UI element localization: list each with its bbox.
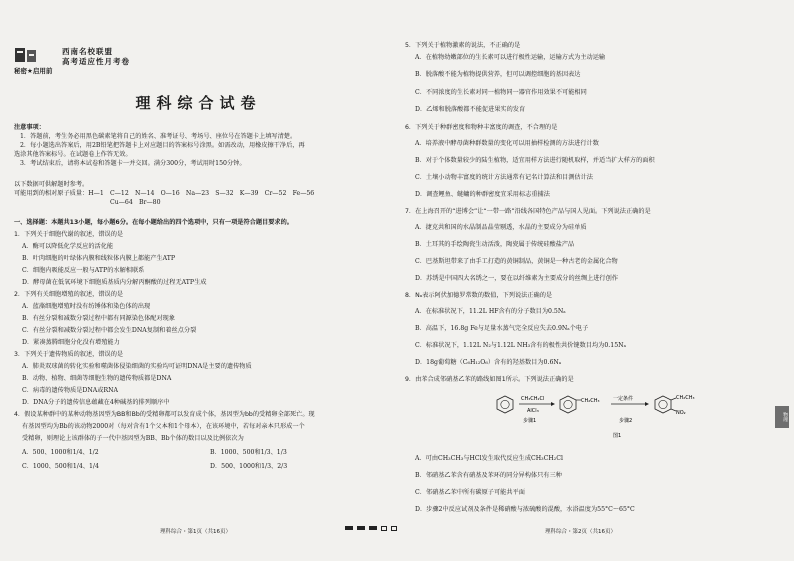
alliance-label: 西南名校联盟 [62, 47, 113, 56]
answer-option: B．叶肉细胞的叶绿体内膜和线粒体内膜上都能产生ATP [22, 255, 176, 262]
figure-caption: 图1 [613, 433, 622, 439]
product-ring-circle [659, 400, 667, 408]
question-stem: 7．在上海召开的“进博会”让“一带一路”沿线各国特色产品与国人见面。下列说法正确的是 [405, 208, 651, 215]
ethylbenzene-ring [560, 396, 576, 413]
notes-heading: 注意事项： [14, 124, 45, 131]
alignment-marks [345, 526, 397, 531]
answer-option: C．病毒的遗传物质是DNA或RNA [22, 387, 118, 394]
section-heading: 一、选择题：本题共13小题，每小题6分。在每小题给出的四个选项中，只有一项是符合题目要求的。 [14, 219, 293, 226]
answer-option: A．蓝藻细胞增殖时没有纺锤体和染色体的出现 [22, 303, 151, 310]
secret-label: 秘密★启用前 [14, 67, 53, 75]
alliance-logo-icon [14, 46, 38, 64]
answer-option: A．肺炎双球菌的转化实验和噬菌体侵染细菌的实验均可证明DNA是主要的遗传物质 [22, 363, 252, 370]
answer-option: D．苏绣是中国四大名绣之一，要在以纤维素为主要成分的丝绸上进行创作 [415, 275, 618, 282]
step1-arrowhead [551, 402, 555, 406]
step2-label: 步骤2 [619, 418, 633, 424]
answer-option: C．标准状况下，1.12L N₂与1.12L NH₃含有的极性共价键数目均为0.15Nₐ [415, 342, 626, 349]
answer-option: A．培养液中酵母菌种群数量的变化可以用抽样检测的方法进行计数 [415, 140, 599, 147]
product-ethyl-label: CH₂CH₃ [676, 395, 695, 401]
question-stem: 9．由苯合成邻硝基乙苯的路线如图1所示。下列说法正确的是 [405, 376, 574, 383]
page-footer-right: 理科综合・第2页（共16页） [545, 529, 616, 535]
alignment-mark [381, 526, 387, 531]
reference-intro: 以下数据可供解题时参考。 [14, 181, 89, 188]
question-stem: 3．下列关于遗传物质的叙述，错误的是 [14, 351, 124, 358]
question-stem: 1．下列关于细胞代谢的叙述，错误的是 [14, 231, 124, 238]
answer-option: C．邻硝基乙苯中所有碳原子可能共平面 [415, 489, 525, 496]
note-line: 选涂其他答案标号。在试题卷上作答无效。 [14, 151, 132, 158]
answer-option: A．捷克共和国的水晶制品晶莹剔透，水晶的主要成分为硅单质 [415, 224, 587, 231]
question-stem: 6．下列关于种群密度和物种丰富度的调查，不合理的是 [405, 124, 558, 131]
answer-option: C．不同浓度的生长素对同一植物同一器官作用效果不可能相同 [415, 89, 587, 96]
answer-option: A．在标准状况下，11.2L HF含有的分子数目为0.5Nₐ [415, 308, 566, 315]
answer-option: D．步骤2中反应试剂及条件是稀硝酸与浓硫酸的混酸，水浴温度为55°C～65°C [415, 506, 635, 513]
reference-masses: 可能用到的相对原子质量：H—1 C—12 N—14 O—16 Na—23 S—32 K—39 Cr—52 Fe—56 [14, 190, 315, 197]
benzene-ring-circle [501, 400, 509, 408]
answer-option: D．DNA分子的遗传信息蕴藏在4种碱基的排列顺序中 [22, 399, 170, 406]
answer-option: C．细胞内吸能反应一般与ATP的水解相联系 [22, 267, 145, 274]
answer-option: B．动物、植物、细菌等细胞生物的遗传物质都是DNA [22, 375, 172, 382]
answer-option: B．1000、500和1/3、1/3 [210, 449, 287, 456]
answer-option: D．500、1000和1/3、2/3 [210, 463, 288, 470]
answer-option: C．土壤小动物丰富度的统计方法通常有记名计算法和目测估计法 [415, 174, 593, 181]
question-stem: 5．下列关于植物激素的说法，不正确的是 [405, 42, 521, 49]
answer-option: A．在植物幼嫩部位的生长素可以进行极性运输，运输方式为主动运输 [415, 54, 606, 61]
answer-option: D．乙烯和脱落酸都不能促进果实的发育 [415, 106, 526, 113]
note-line: 3．考试结束后，请将本试卷和答题卡一并交回。满分300分，考试用时150分钟。 [20, 160, 246, 167]
intermediate-label: CH₂CH₃ [581, 398, 600, 404]
question-stem: 2．下列有关细胞增殖的叙述，错误的是 [14, 291, 124, 298]
answer-option: D．酵母菌在低氧环境下细胞质基质内分解丙酮酸的过程无ATP生成 [22, 279, 207, 286]
note-line: 1．答题前，考生务必用黑色碳素笔将自己的姓名、准考证号、考场号、座位号在答题卡上填写清楚。 [20, 133, 297, 140]
reference-masses-cont: Cu—64 Br—80 [110, 199, 161, 206]
synthesis-route-diagram [495, 388, 725, 440]
page-footer-left: 理科综合・第1页（共16页） [160, 529, 231, 535]
question-stem-cont: 有基因型均为Bb的该动物2000对（每对含有1个父本和1个母本），在该环境中，若每对亲本只形成一个 [22, 423, 305, 430]
product-nitro-label: NO₂ [676, 410, 686, 416]
answer-option: B．有丝分裂和减数分裂过程中都有同源染色体配对现象 [22, 315, 176, 322]
alliance-name [62, 47, 130, 67]
alignment-mark [357, 526, 365, 530]
answer-option: D．调查鲤鱼、鲢鳙的种群密度宜采用标志重捕法 [415, 191, 550, 198]
benzene-ring [497, 396, 513, 413]
question-stem: 8．Nₐ表示阿伏加德罗常数的数值，下列说法正确的是 [405, 292, 553, 299]
answer-option: D．18g葡萄糖（C₆H₁₂O₆）含有的羟基数目为0.6Nₐ [415, 359, 562, 366]
answer-option: A．酶可以降低化学反应的活化能 [22, 243, 114, 250]
answer-option: C．1000、500和1/4、1/4 [22, 463, 99, 470]
reagent-label: CH₃CH₂Cl [521, 396, 545, 402]
question-stem: 4．假设某种群中的某种动物基因型为BB和Bb的受精卵都可以发育成个体，基因型为bb的受精卵全部死亡。现 [14, 411, 315, 418]
subject-side-tab: 物理 [775, 406, 789, 428]
product-ring [655, 396, 671, 413]
answer-option: B．脱落酸不能为植物提供营养，但可以调控细胞的基因表达 [415, 71, 581, 78]
exam-label: 高考适应性月考卷 [62, 57, 130, 66]
condition-label: 一定条件 [613, 396, 634, 402]
question-stem-cont: 受精卵，则理论上该群体的子一代中基因型为BB、Bb个体的数目以及比例依次为 [22, 435, 244, 442]
step2-arrowhead [645, 402, 649, 406]
alignment-mark [369, 526, 377, 530]
ethylbenzene-ring-circle [564, 400, 572, 408]
right-page [397, 0, 794, 561]
catalyst-label: AlCl₃ [527, 408, 539, 414]
answer-option: A．可由CH₃CH₃与HCl发生取代反应生成CH₃CH₂Cl [415, 455, 563, 462]
alignment-mark [345, 526, 353, 530]
answer-option: B．对于个体数量较少的陆生植物，适宜用样方法进行随机取样，并适当扩大样方的面积 [415, 157, 655, 164]
answer-option: B．邻硝基乙苯含有硝基及苯环的同分异构体只有三种 [415, 472, 562, 479]
answer-option: B．土耳其的手绘陶瓷生动活泼，陶瓷属于传统硅酸盐产品 [415, 241, 575, 248]
step1-label: 步骤1 [523, 418, 537, 424]
answer-option: C．有丝分裂和减数分裂过程中都会发生DNA复制和着丝点分裂 [22, 327, 197, 334]
page-title: 理科综合试卷 [135, 94, 262, 112]
answer-option: C．巴基斯坦带来了由手工打造的黄铜制品，黄铜是一种古老的金属化合物 [415, 258, 618, 265]
answer-option: B．高温下，16.8g Fe与足量水蒸气完全反应失去0.9Nₐ个电子 [415, 325, 589, 332]
note-line: 2．每小题选出答案后，用2B铅笔把答题卡上对应题目的答案标号涂黑。如需改动，用橡皮擦干净后，再 [20, 142, 305, 149]
answer-option: D．紧凑蒸腾细胞分化没有增殖能力 [22, 339, 120, 346]
answer-option: A．500、1000和1/4、1/2 [22, 449, 99, 456]
